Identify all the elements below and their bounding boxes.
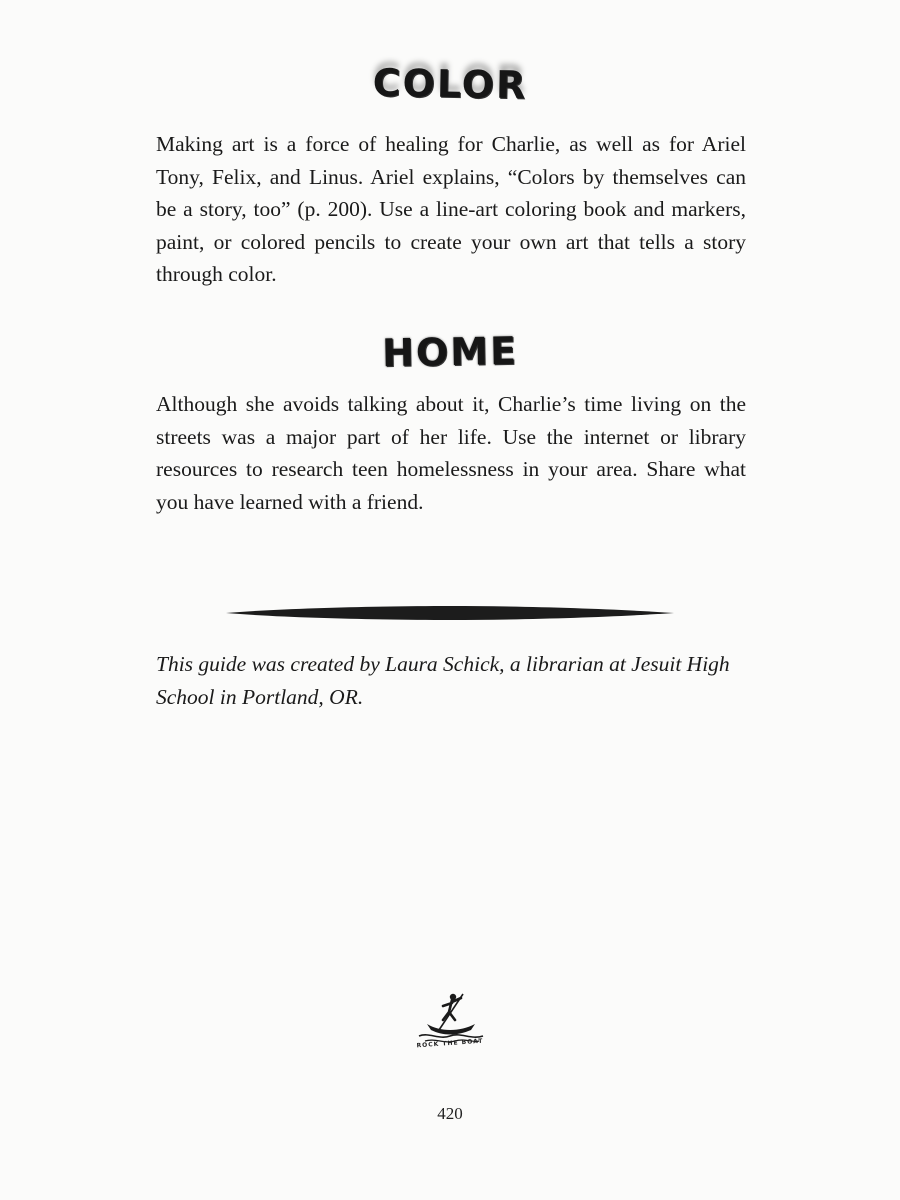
section-heading-color: COLOR [372,60,528,108]
publisher-logo-text: ROCK THE BOAT [416,1037,484,1050]
section-body-color: Making art is a force of healing for Charlie, as well as for Ariel Tony, Felix, and Linus. Ariel explains, “Colors by themselves can be a story, too” (p. 200). Use a line-art coloring book and markers, paint, or colored pencils to create your own art that tells a story through color. [156,132,746,286]
guide-credit: This guide was created by Laura Schick, a librarian at Jesuit High School in Portland, OR. [156,652,730,709]
section-heading-home: HOME [381,328,519,376]
brush-divider [226,604,674,622]
page-number: 420 [437,1104,463,1123]
section-body-home: Although she avoids talking about it, Charlie’s time living on the streets was a major part of her life. Use the internet or library resources to research teen homelessness in your area. Share what you have learned with a friend. [156,392,746,514]
